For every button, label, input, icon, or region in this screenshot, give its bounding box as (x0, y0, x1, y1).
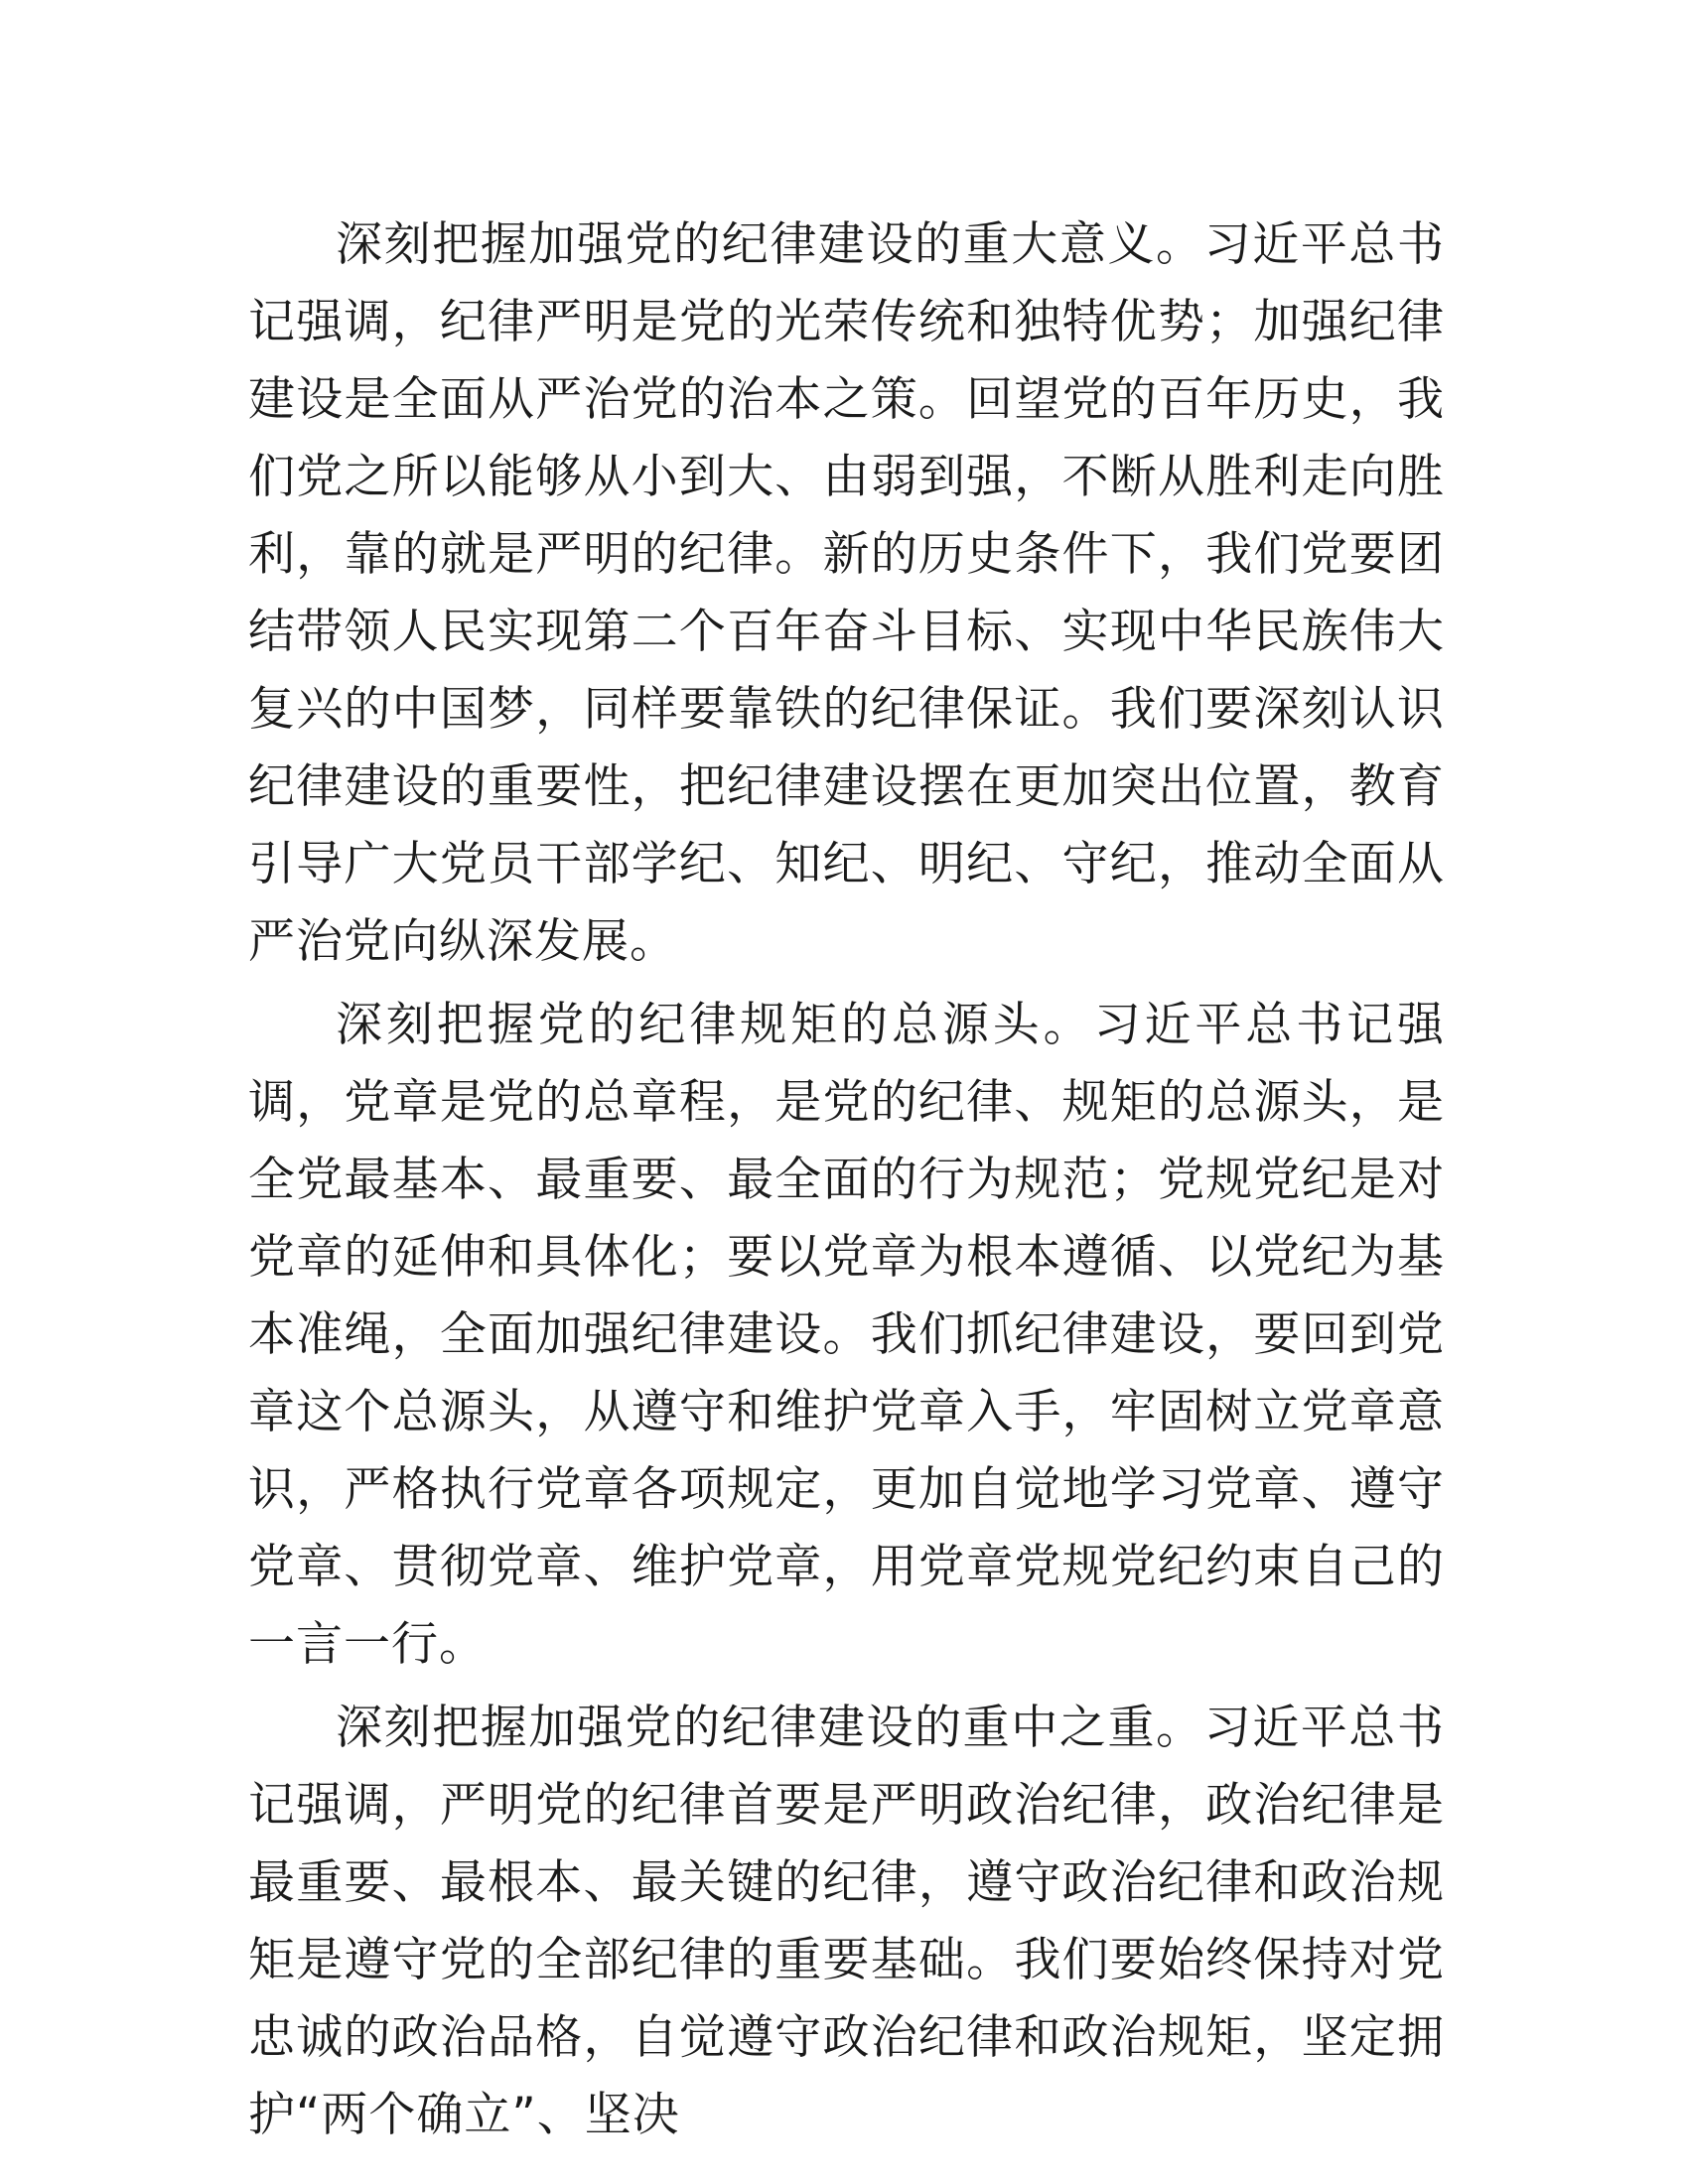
body-text (248, 206, 1445, 2154)
paragraph-party-constitution-source: 深刻把握党的纪律规矩的总源头。习近平总书记强调，党章是党的总章程，是党的纪律、规矩的总源头，是全党最基本、最重要、最全面的行为规范；党规党纪是对党章的延伸和具体化；要以党章为根本遵循、以党纪为基本准绳，全面加强纪律建设。我们抓纪律建设，要回到党章这个总源头，从遵守和维护党章入手，牢固树立党章意识，严格执行党章各项规定，更加自觉地学习党章、遵守党章、贯彻党章、维护党章，用党章党规党纪约束自己的一言一行。 (248, 998, 1445, 1672)
paragraph-discipline-significance: 深刻把握加强党的纪律建设的重大意义。习近平总书记强调，纪律严明是党的光荣传统和独特优势；加强纪律建设是全面从严治党的治本之策。回望党的百年历史，我们党之所以能够从小到大、由弱到强，不断从胜利走向胜利，靠的就是严明的纪律。新的历史条件下，我们党要团结带领人民实现第二个百年奋斗目标、实现中华民族伟大复兴的中国梦，同样要靠铁的纪律保证。我们要深刻认识纪律建设的重要性，把纪律建设摆在更加突出位置，教育引导广大党员干部学纪、知纪、明纪、守纪，推动全面从严治党向纵深发展。 (248, 217, 1445, 969)
paragraph-political-discipline: 深刻把握加强党的纪律建设的重中之重。习近平总书记强调，严明党的纪律首要是严明政治纪律，政治纪律是最重要、最根本、最关键的纪律，遵守政治纪律和政治规矩是遵守党的全部纪律的重要基础。我们要始终保持对党忠诚的政治品格，自觉遵守政治纪律和政治规矩，坚定拥护“两个确立”、坚决 (248, 1701, 1445, 2142)
